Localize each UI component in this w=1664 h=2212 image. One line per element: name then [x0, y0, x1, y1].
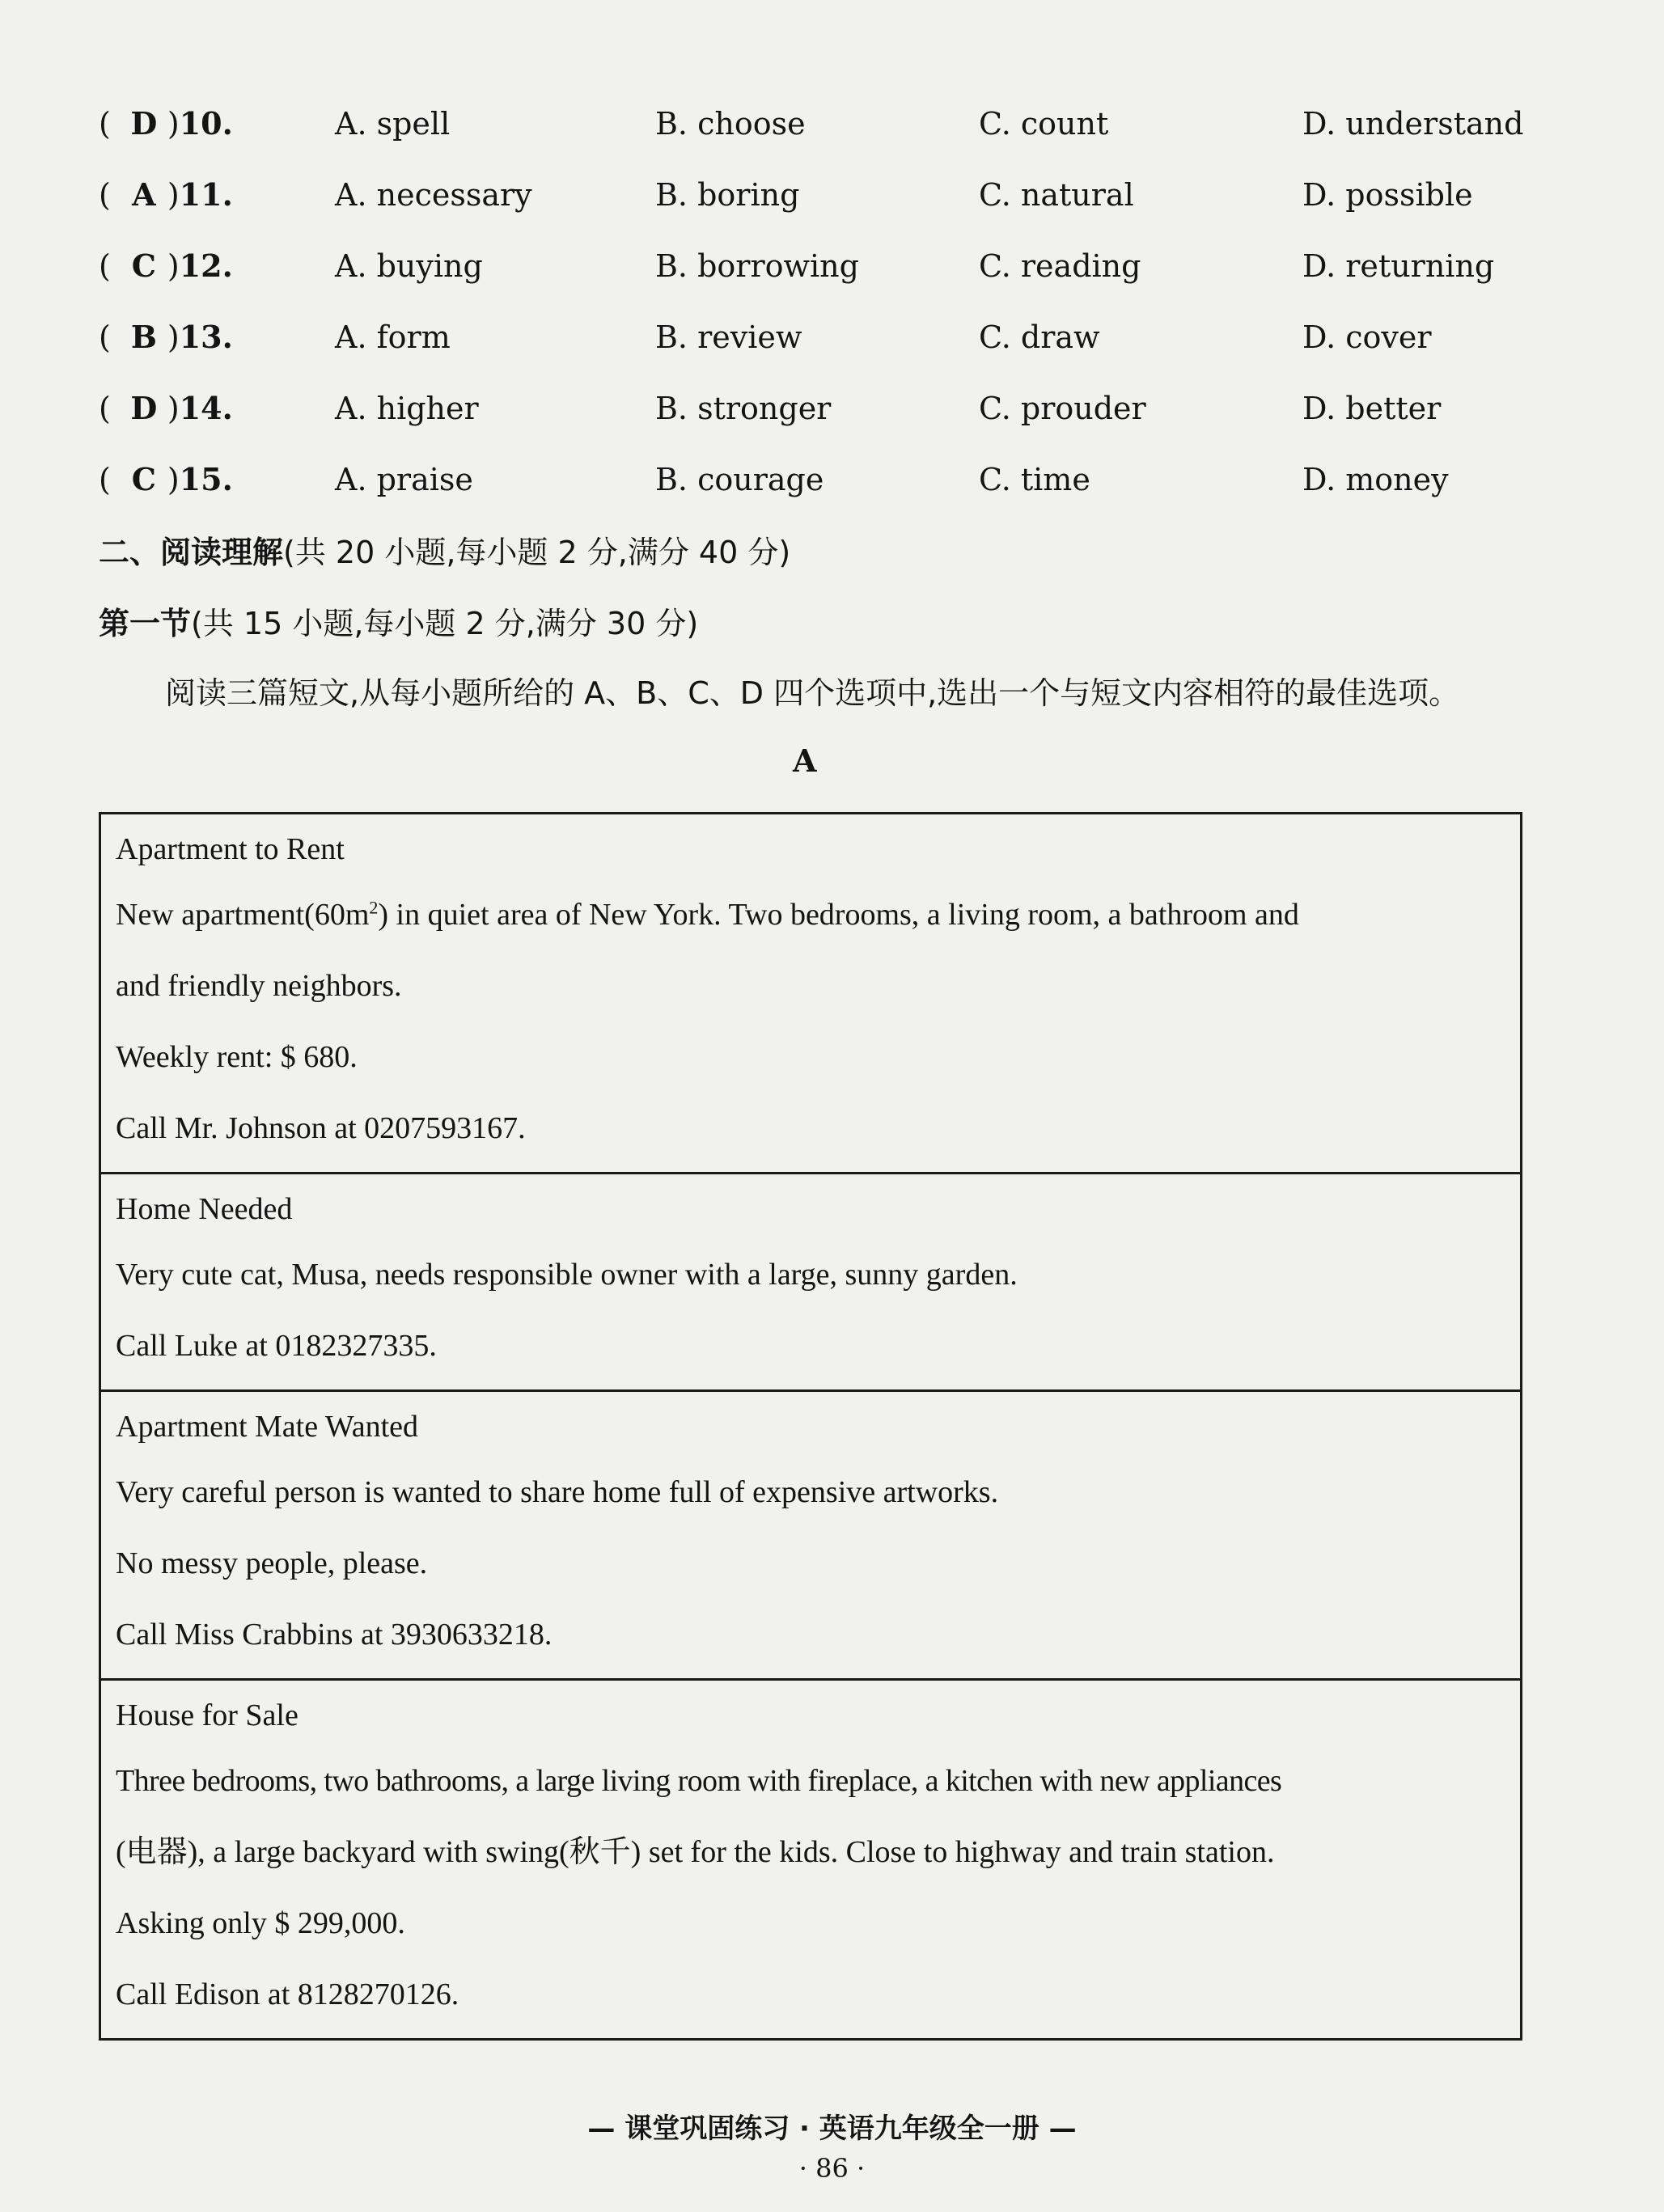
option-a: A. form [335, 319, 451, 355]
question-row-10 [99, 95, 1524, 152]
ad-title: House for Sale [116, 1698, 299, 1732]
option-b: B. stronger [655, 391, 832, 426]
answer-letter: C [131, 461, 157, 497]
option-a: A. praise [335, 462, 473, 497]
page-number: · 86 · [798, 2153, 866, 2184]
ads-table [99, 812, 1522, 2041]
answer-paren: ( B )13. [99, 309, 236, 366]
ad-description-line: Very cute cat, Musa, needs responsible owner with a large, sunny garden. [116, 1258, 1018, 1292]
question-row-12 [99, 238, 1495, 294]
ad-description-line: No messy people, please. [116, 1546, 428, 1580]
ad-description-line: Very careful person is wanted to share home full of expensive artworks. [116, 1475, 999, 1509]
answer-paren: ( C )15. [99, 451, 236, 508]
part-heading-1 [99, 598, 698, 643]
question-number: 12. [179, 247, 233, 284]
question-number: 13. [179, 319, 233, 355]
ad-rent: Weekly rent: $ 680. [116, 1040, 358, 1074]
ad-contact: Call Miss Crabbins at 3930633218. [116, 1618, 553, 1652]
ad-price: Asking only $ 299,000. [116, 1906, 405, 1940]
ad-contact: Call Mr. Johnson at 0207593167. [116, 1111, 526, 1145]
part-heading-detail: (共 15 小题,每小题 2 分,满分 30 分) [191, 606, 699, 641]
option-b: B. courage [655, 462, 824, 497]
ad-home-needed [101, 1174, 1520, 1392]
section-heading-reading [99, 527, 790, 572]
answer-letter: A [132, 176, 156, 213]
question-row-11 [99, 167, 1474, 223]
answer-letter: D [130, 390, 158, 426]
ad-apartment-mate-wanted [101, 1392, 1520, 1681]
option-c: C. draw [979, 319, 1100, 355]
question-row-14 [99, 380, 1474, 437]
option-d: D. possible [1302, 177, 1473, 213]
ad-description-line: Three bedrooms, two bathrooms, a large living room with fireplace, a kitchen with new appliances [116, 1764, 1282, 1798]
option-c: C. count [979, 106, 1109, 142]
question-number: 14. [179, 390, 233, 426]
answer-letter: D [130, 105, 158, 142]
question-row-15 [99, 451, 1474, 508]
answer-paren: ( D )10. [99, 95, 236, 152]
option-a: A. spell [335, 106, 451, 142]
footer-book-title: — 课堂巩固练习 · 英语九年级全一册 — [587, 2113, 1077, 2145]
answer-letter: B [130, 319, 157, 355]
section-heading-bold: 二、阅读理解 [99, 535, 284, 570]
option-d: D. better [1302, 391, 1442, 426]
answer-paren: ( D )14. [99, 380, 236, 437]
ad-description-line: (电器), a large backyard with swing(秋千) set for the kids. Close to highway and train station. [116, 1835, 1275, 1869]
part-heading-bold: 第一节 [99, 606, 192, 641]
answer-letter: C [131, 247, 157, 284]
ad-contact: Call Luke at 0182327335. [116, 1329, 437, 1363]
option-a: A. necessary [335, 177, 532, 213]
option-d: D. understand [1302, 106, 1524, 142]
option-c: C. natural [979, 177, 1134, 213]
question-number: 11. [179, 176, 233, 213]
question-number: 10. [179, 105, 233, 142]
instruction-text: 阅读三篇短文,从每小题所给的 A、B、C、D 四个选项中,选出一个与短文内容相符的最佳选项。 [165, 675, 1460, 711]
option-a: A. higher [335, 391, 479, 426]
option-d: D. cover [1302, 319, 1432, 355]
answer-paren: ( A )11. [99, 167, 236, 223]
option-c: C. time [979, 462, 1090, 497]
ad-text-post: ) in quiet area of New York. Two bedrooms, a living room, a bathroom and [378, 898, 1299, 932]
answer-paren: ( C )12. [99, 238, 236, 294]
ad-text-pre: New apartment(60m [116, 898, 370, 932]
option-d: D. returning [1302, 248, 1495, 284]
option-b: B. choose [655, 106, 806, 142]
option-a: A. buying [335, 248, 483, 284]
ad-house-for-sale [101, 1681, 1520, 2038]
option-b: B. review [655, 319, 802, 355]
ad-description-line [116, 879, 1505, 950]
option-c: C. reading [979, 248, 1141, 284]
ad-title: Apartment to Rent [116, 832, 345, 866]
question-number: 15. [179, 461, 233, 497]
ad-contact: Call Edison at 8128270126. [116, 1977, 459, 2011]
option-c: C. prouder [979, 391, 1146, 426]
ad-superscript: 2 [369, 897, 379, 918]
question-row-13 [99, 309, 1474, 366]
ad-description-line: and friendly neighbors. [116, 969, 402, 1003]
option-b: B. borrowing [655, 248, 859, 284]
ad-title: Home Needed [116, 1192, 293, 1226]
option-d: D. money [1302, 462, 1449, 497]
option-b: B. boring [655, 177, 800, 213]
section-heading-detail: (共 20 小题,每小题 2 分,满分 40 分) [283, 535, 791, 570]
ad-apartment-to-rent [101, 814, 1520, 1174]
ad-title: Apartment Mate Wanted [116, 1410, 419, 1444]
passage-label: A [793, 742, 817, 779]
